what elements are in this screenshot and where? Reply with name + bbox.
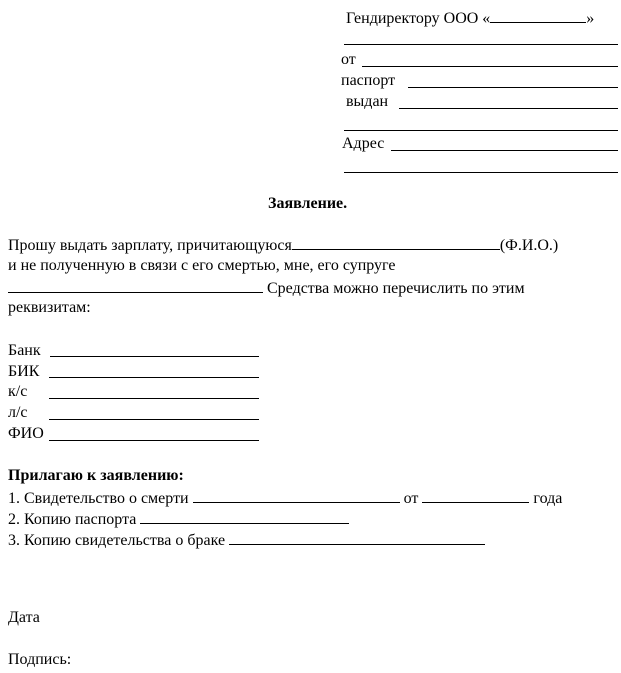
body-line-1-prefix: Прошу выдать зарплату, причитающуюся [8, 237, 292, 254]
ls-line [8, 403, 28, 423]
bik-label: БИК [8, 363, 40, 380]
ks-label: к/с [8, 383, 28, 400]
death-certificate-blank[interactable] [193, 487, 400, 503]
attachment-item-3-label: 3. Копию свидетельства о браке [8, 532, 226, 549]
passport-blank[interactable] [408, 87, 618, 88]
marriage-certificate-blank[interactable] [229, 529, 485, 545]
fio-label: ФИО [8, 425, 44, 442]
applicant-name-blank[interactable] [8, 277, 263, 293]
body-line-4: реквизитам: [8, 299, 91, 316]
fio-blank[interactable] [49, 440, 259, 441]
addressee-name-blank[interactable] [344, 44, 618, 45]
attachment-item-2 [8, 508, 349, 530]
attachment-item-1-label: 1. Свидетельство о смерти [8, 490, 189, 507]
issued-label: выдан [346, 93, 389, 110]
ls-label: л/с [8, 404, 28, 421]
ls-blank[interactable] [49, 419, 259, 420]
addressee-suffix: » [586, 10, 595, 27]
attachments-heading: Прилагаю к заявлению: [8, 467, 184, 484]
passport-line [341, 71, 395, 91]
body-line-2: и не полученную в связи с его смертью, мне, его супруге [8, 257, 396, 274]
from-blank[interactable] [362, 66, 618, 67]
fio-line [8, 424, 44, 444]
body-line-3 [8, 277, 525, 299]
deceased-name-blank[interactable] [292, 234, 500, 250]
body-line-3-suffix: Средства можно перечислить по этим [267, 280, 525, 297]
issued-line [346, 92, 388, 112]
death-date-blank[interactable] [422, 487, 529, 503]
attachment-item-1 [8, 487, 562, 509]
addressee-line [346, 7, 594, 29]
passport-label: паспорт [341, 72, 396, 89]
address-blank[interactable] [391, 150, 618, 151]
addressee-prefix: Гендиректору ООО « [346, 10, 491, 27]
signature-label: Подпись: [8, 651, 72, 668]
body-line-1-suffix: (Ф.И.О.) [499, 237, 559, 254]
company-name-blank[interactable] [490, 7, 586, 23]
ks-line [8, 382, 27, 402]
ks-blank[interactable] [49, 398, 259, 399]
issued-blank[interactable] [399, 108, 618, 109]
address-blank-2[interactable] [344, 172, 618, 173]
address-line [342, 134, 384, 154]
body-line-1 [8, 234, 558, 256]
attachment-item-2-label: 2. Копию паспорта [8, 511, 137, 528]
attachment-item-3 [8, 529, 485, 551]
issued-blank-2[interactable] [344, 130, 618, 131]
bank-blank[interactable] [50, 356, 259, 357]
attachment-item-1-year: года [533, 490, 563, 507]
bik-blank[interactable] [49, 377, 259, 378]
date-label: Дата [8, 609, 40, 626]
bank-label: Банк [8, 342, 41, 359]
from-line [341, 50, 356, 70]
attachment-item-1-from: от [403, 490, 419, 507]
document-title: Заявление. [268, 195, 348, 212]
bik-line [8, 362, 39, 382]
bank-line [8, 341, 41, 361]
address-label: Адрес [342, 135, 385, 152]
passport-copy-blank[interactable] [140, 508, 349, 524]
from-label: от [341, 51, 356, 68]
